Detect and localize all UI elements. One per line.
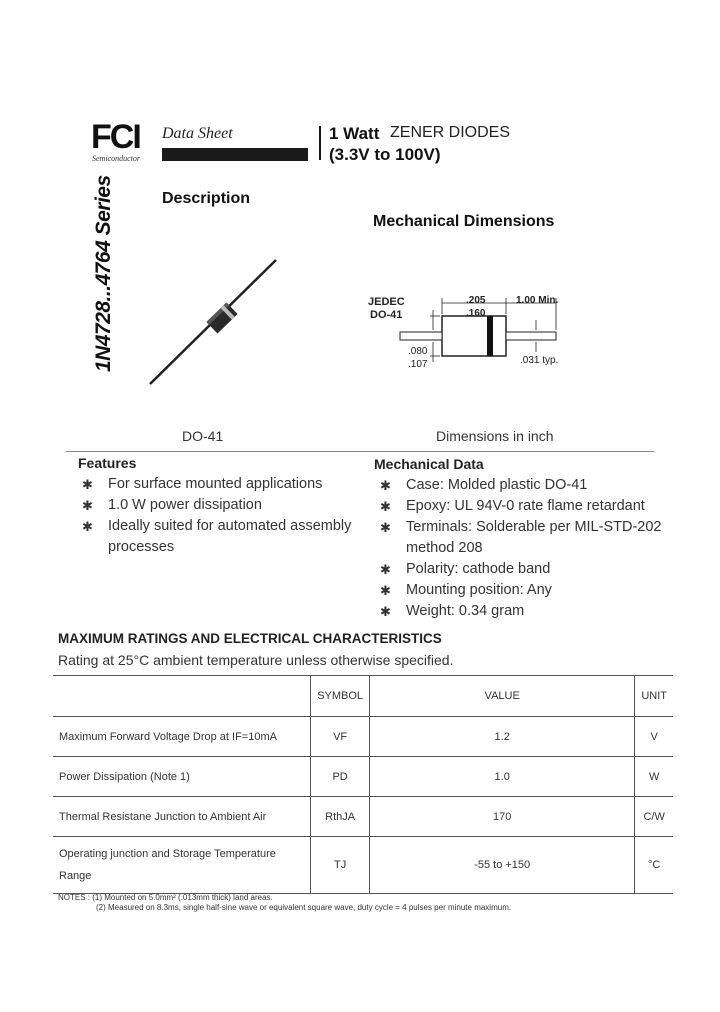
value-cell: 170 <box>370 797 635 837</box>
bullet-star-icon: ✱ <box>380 499 391 514</box>
table-row <box>53 797 673 837</box>
bullet-star-icon: ✱ <box>380 604 391 619</box>
note-1: NOTES : (1) Mounted on 5.0mm² (.013mm thick) land areas. <box>58 893 273 902</box>
list-item: ✱ Ideally suited for automated assembly <box>78 516 368 537</box>
mechanical-data-heading: Mechanical Data <box>374 456 484 472</box>
bullet-star-icon: ✱ <box>380 583 391 598</box>
ratings-table <box>53 675 673 894</box>
logo-subtitle: Semiconductor <box>92 154 140 163</box>
column-header-unit: UNIT <box>635 676 673 717</box>
symbol-cell: RthJA <box>311 797 370 837</box>
param-cell: Thermal Resistane Junction to Ambient Air <box>53 797 311 837</box>
section-divider <box>66 451 654 452</box>
list-item: method 208 <box>406 540 483 556</box>
dim-body-dia-max: .107 <box>408 359 428 370</box>
right-lead <box>506 332 556 340</box>
do41-package-illustration <box>140 250 290 395</box>
dim-body-dia-min: .080 <box>408 346 428 357</box>
symbol-cell: PD <box>311 757 370 797</box>
mechanical-data-list <box>376 475 676 622</box>
param-cell: Power Dissipation (Note 1) <box>53 757 311 797</box>
features-heading: Features <box>78 455 137 471</box>
package-caption: DO-41 <box>182 428 224 444</box>
company-logo: FCI <box>91 118 140 156</box>
dimensions-caption: Dimensions in inch <box>436 428 554 444</box>
table-row <box>53 757 673 797</box>
list-item: ✱ Weight: 0.34 gram <box>376 601 676 622</box>
symbol-cell: TJ <box>311 837 370 894</box>
description-heading: Description <box>162 190 251 207</box>
mechanical-dimensions-heading: Mechanical Dimensions <box>373 213 555 230</box>
header-divider <box>319 126 321 160</box>
dim-lead-length: 1.00 Min. <box>516 295 559 306</box>
list-item: ✱ Terminals: Solderable per MIL-STD-202 <box>376 517 676 538</box>
note-2: (2) Measured on 8.3ms, single half-sine wave or equivalent square wave, duty cycle = 4 pulses per minute maximum. <box>96 903 512 912</box>
value-cell: -55 to +150 <box>370 837 635 894</box>
column-header-value: VALUE <box>370 676 635 717</box>
list-item: ✱ 1.0 W power dissipation <box>78 495 368 516</box>
table-row <box>53 717 673 757</box>
table-header-row <box>53 676 673 717</box>
ratings-subheading: Rating at 25°C ambient temperature unless otherwise specified. <box>58 652 454 668</box>
header-bar <box>162 148 308 161</box>
ratings-heading: MAXIMUM RATINGS AND ELECTRICAL CHARACTERISTICS <box>58 631 442 646</box>
package-label: DO-41 <box>370 309 403 321</box>
bullet-star-icon: ✱ <box>380 520 391 535</box>
bullet-star-icon: ✱ <box>380 562 391 577</box>
unit-cell: V <box>635 717 673 757</box>
unit-cell: C/W <box>635 797 673 837</box>
bullet-star-icon: ✱ <box>380 478 391 493</box>
doc-type-label: Data Sheet <box>162 125 233 142</box>
series-label-container <box>92 175 122 372</box>
unit-cell: W <box>635 757 673 797</box>
column-header-symbol: SYMBOL <box>311 676 370 717</box>
dim-body-length-max: .205 <box>466 295 486 306</box>
table-row <box>53 837 673 894</box>
cathode-band-drawing <box>487 316 493 356</box>
title-product: ZENER DIODES <box>390 124 511 141</box>
series-label: 1N4728...4764 Series <box>92 175 115 372</box>
list-item: ✱ For surface mounted applications <box>78 474 368 495</box>
left-lead <box>400 332 442 340</box>
jedec-label: JEDEC <box>368 296 405 308</box>
notes <box>58 893 678 913</box>
list-item: ✱ Case: Molded plastic DO-41 <box>376 475 676 496</box>
list-item: processes <box>108 539 175 555</box>
bullet-star-icon: ✱ <box>82 498 93 513</box>
body-outline <box>442 316 506 356</box>
list-item: ✱ Mounting position: Any <box>376 580 676 601</box>
symbol-cell: VF <box>311 717 370 757</box>
list-item: ✱ Polarity: cathode band <box>376 559 676 580</box>
dim-lead-dia: .031 typ. <box>520 355 559 366</box>
list-item: ✱ Epoxy: UL 94V-0 rate flame retardant <box>376 496 676 517</box>
title-voltage-range: (3.3V to 100V) <box>329 145 441 164</box>
unit-cell: °C <box>635 837 673 894</box>
param-cell: Maximum Forward Voltage Drop at IF=10mA <box>53 717 311 757</box>
bullet-star-icon: ✱ <box>82 519 93 534</box>
features-list <box>78 474 368 558</box>
param-cell: Operating junction and Storage Temperature Range <box>53 837 311 894</box>
dim-body-length-min: .160 <box>466 308 486 319</box>
value-cell: 1.0 <box>370 757 635 797</box>
bullet-star-icon: ✱ <box>82 477 93 492</box>
title-wattage: 1 Watt <box>329 124 380 143</box>
value-cell: 1.2 <box>370 717 635 757</box>
